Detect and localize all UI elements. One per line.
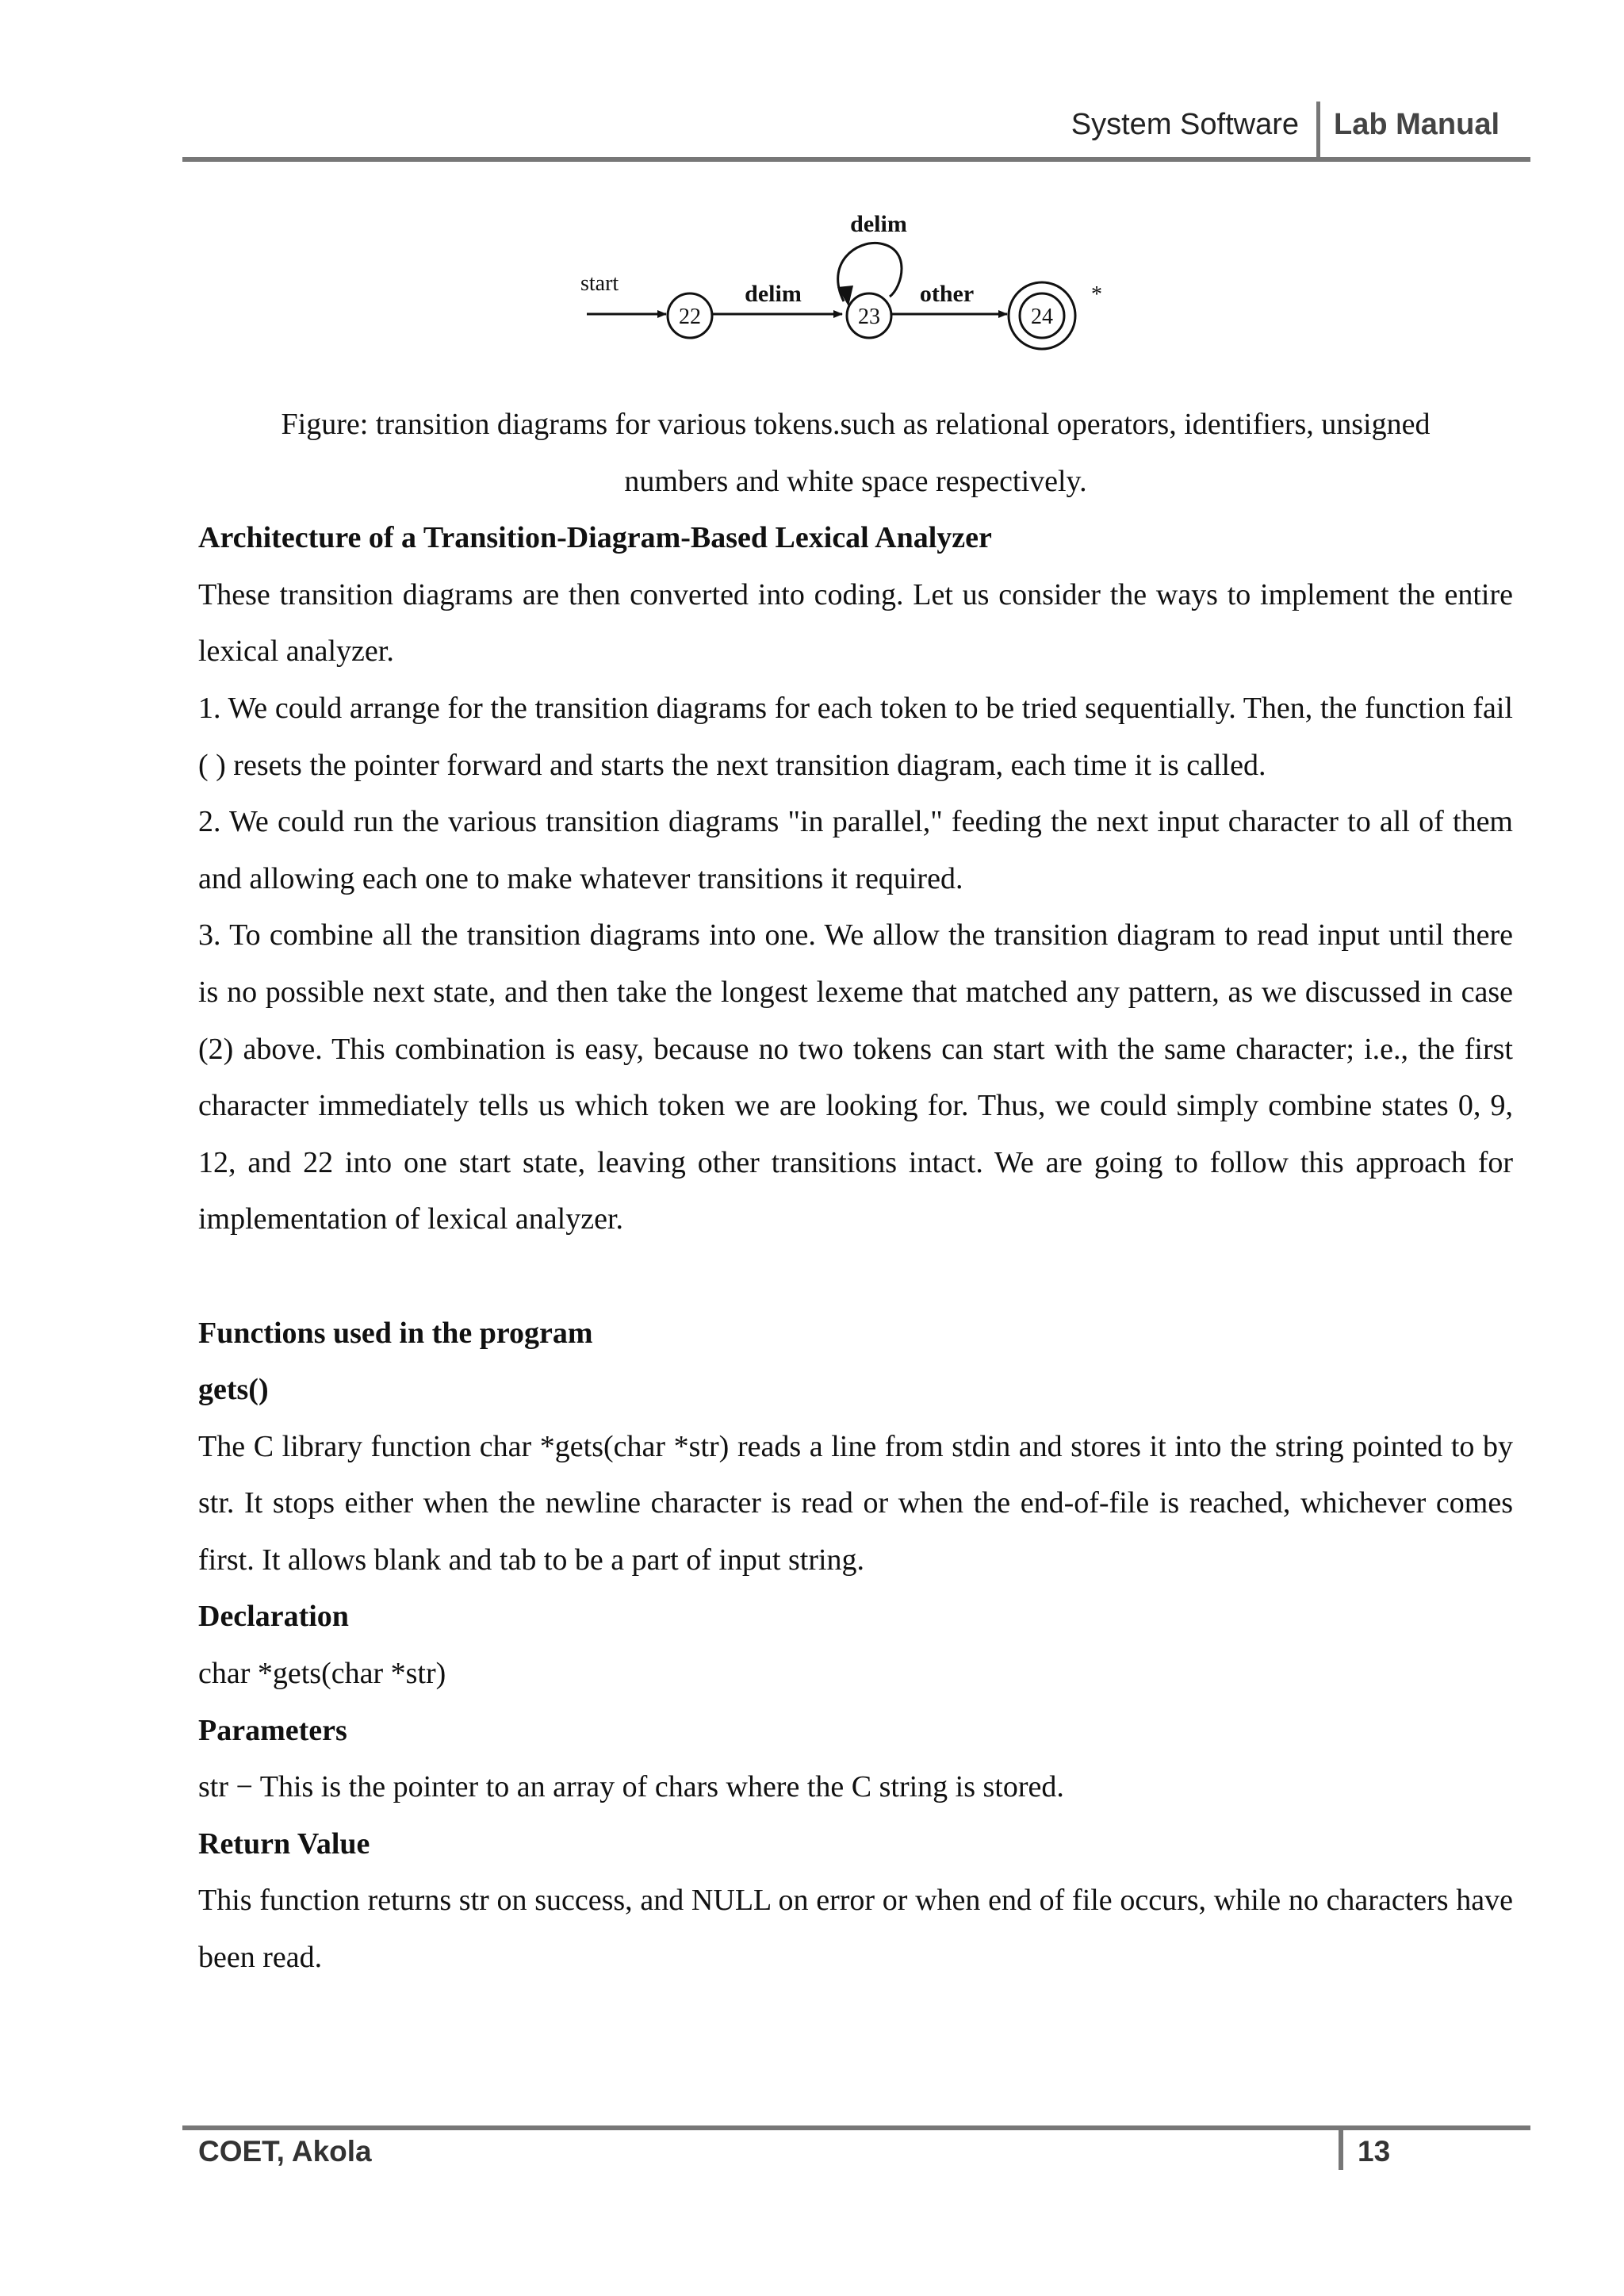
function-name-heading: gets() xyxy=(198,1373,269,1407)
header-divider xyxy=(1316,102,1320,160)
blank-line xyxy=(198,1248,1513,1305)
list-item-3: 3. To combine all the transition diagrams into one. We allow the transition diagram to read input until there is no possible next state, and then take the longest lexeme that matched any pattern, as we discussed in case (2) above. This combination is easy, because no two tokens can start with the same character; i.e., the first character immediately tells us which token we are looking for. Thus, we could simply combine states 0, 9, 12, and 22 into one start state, leaving other transitions intact. We are going to follow this approach for implementation of lexical analyzer. xyxy=(198,918,1513,1236)
return-value-text: This function returns str on success, and NULL on error or when end of file occurs, while no characters have been read. xyxy=(198,1884,1513,1975)
section-heading-functions: Functions used in the program xyxy=(198,1316,593,1350)
page-header xyxy=(182,102,1530,162)
list-item-2: 2. We could run the various transition diagrams "in parallel," feeding the next input character to all of them and allowing each one to make whatever transitions it required. xyxy=(198,805,1513,895)
function-description: The C library function char *gets(char *str) reads a line from stdin and stores it into the string pointed to by str. It stops either when the newline character is read or when the end-of-file is reached, whichever comes first. It allows blank and tab to be a part of input string. xyxy=(198,1429,1513,1577)
self-loop-label: delim xyxy=(850,211,907,237)
paragraph-intro: These transition diagrams are then converted into coding. Let us consider the ways to implement the entire lexical analyzer. xyxy=(198,577,1513,669)
state-22-label: 22 xyxy=(679,305,701,329)
state-23-label: 23 xyxy=(858,305,880,329)
transition-diagram xyxy=(563,208,1118,366)
start-label: start xyxy=(580,271,619,296)
parameters-heading: Parameters xyxy=(198,1713,347,1747)
retract-star: * xyxy=(1091,282,1102,307)
list-item-1: 1. We could arrange for the transition diagrams for each token to be tried sequentially. Then, the function fail ( ) resets the pointer forward and starts the next transition diagram, each time it is called. xyxy=(198,691,1513,782)
parameters-text: str − This is the pointer to an array of chars where the C string is stored. xyxy=(198,1770,1064,1804)
header-manual-label: Lab Manual xyxy=(1334,108,1500,141)
page-number: 13 xyxy=(1358,2135,1391,2168)
footer-divider xyxy=(1339,2130,1343,2170)
edge-22-23-label: delim xyxy=(745,281,802,307)
return-value-heading: Return Value xyxy=(198,1826,370,1861)
page-content xyxy=(198,397,1513,1987)
declaration-heading: Declaration xyxy=(198,1600,349,1634)
footer-rule xyxy=(182,2125,1530,2130)
edge-23-24-label: other xyxy=(919,281,975,307)
section-heading-architecture: Architecture of a Transition-Diagram-Based Lexical Analyzer xyxy=(198,521,992,555)
figure-caption: Figure: transition diagrams for various tokens.such as relational operators, identifiers, unsigned numbers and white space respectively. xyxy=(281,408,1431,498)
header-title: System Software xyxy=(1071,108,1299,141)
header-rule xyxy=(182,157,1530,162)
state-24-label: 24 xyxy=(1031,305,1053,329)
declaration-text: char *gets(char *str) xyxy=(198,1657,446,1691)
footer-institution: COET, Akola xyxy=(198,2135,372,2168)
